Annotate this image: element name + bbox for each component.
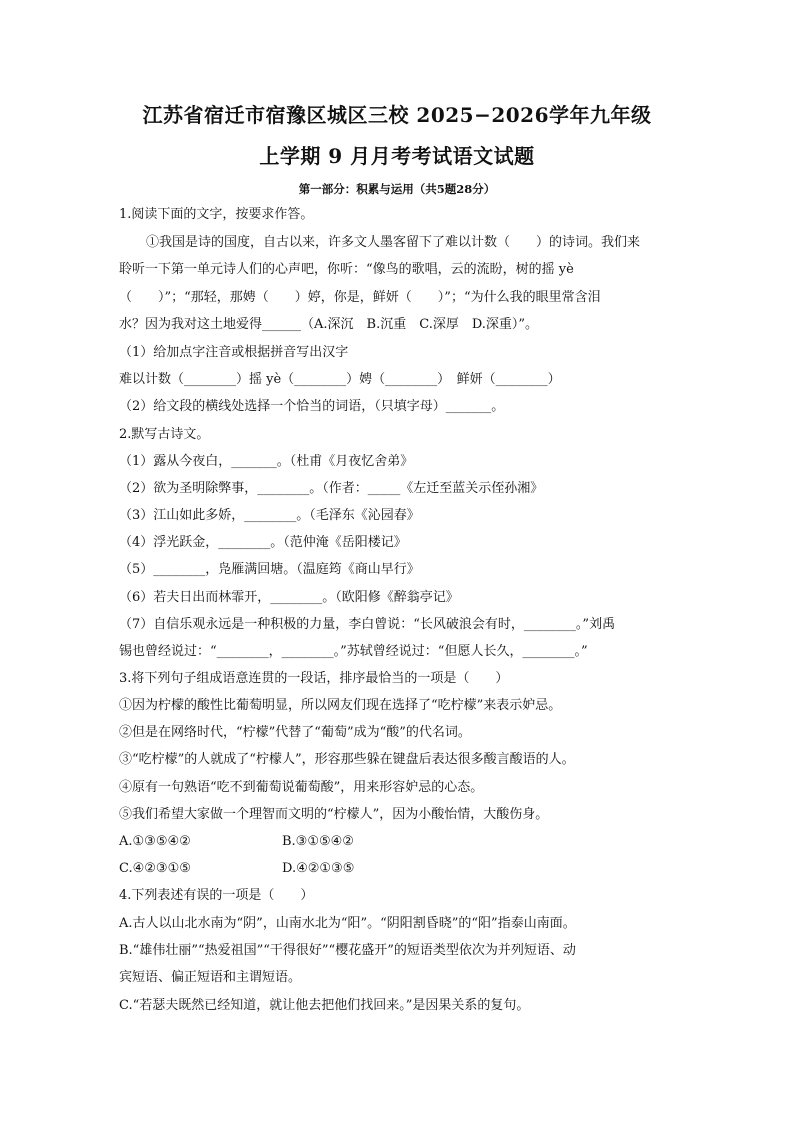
- section-heading: 第一部分：积累与运用（共5题28分）: [298, 182, 496, 196]
- question-4-stem: 4.下列表述有误的一项是（ ）: [119, 888, 314, 903]
- poetry-item: （5）________，凫雁满回塘。（温庭筠《商山早行》: [119, 562, 420, 577]
- sentence-item: ⑤我们希望大家做一个理智而文明的“柠檬人”，因为小酸怡情，大酸伤身。: [119, 807, 549, 822]
- sub-question-2: （2）给文段的横线处选择一个恰当的词语，（只填字母）_______。: [119, 399, 505, 414]
- poetry-item: （6）若夫日出而林霏开，________。（欧阳修《醉翁亭记》: [119, 590, 459, 605]
- poetry-item: （4）浮光跃金，________。（范仲淹《岳阳楼记》: [119, 535, 407, 550]
- sentence-item: ②但是在网络时代，“柠檬”代替了“葡萄”成为“酸”的代名词。: [119, 725, 471, 740]
- option-a: A.①③⑤④②: [119, 834, 191, 849]
- poetry-item: （2）欲为圣明除弊事，________。（作者：_____《左迁至蓝关示侄孙湘》: [119, 481, 544, 496]
- question-3-stem: 3.将下列句子组成语意连贯的一段话，排序最恰当的一项是（ ）: [119, 671, 509, 686]
- question-4-option-a: A.古人以山北水南为“阴”，山南水北为“阳”。“阴阳割昏晓”的“阳”指泰山南面。: [119, 916, 576, 931]
- question-4-option-b: B.“雄伟壮丽”“热爱祖国”“干得很好”“樱花盛开”的短语类型依次为并列短语、动: [119, 943, 576, 958]
- option-d: D.④②①③⑤: [282, 861, 355, 876]
- option-b: B.③①⑤④②: [282, 834, 354, 849]
- passage-line: ①我国是诗的国度，自古以来，许多文人墨客留下了难以计数（ ）的诗词。我们来: [146, 235, 641, 250]
- sentence-item: ④原有一句熟语“吃不到葡萄说葡萄酸”，用来形容妒忌的心态。: [119, 780, 484, 795]
- poetry-item: （1）露从今夜白，_______。（杜甫《月夜忆舍弟》: [119, 454, 414, 469]
- question-4-option-b-continued: 宾短语、偏正短语和主谓短语。: [119, 970, 302, 985]
- passage-line: （ ）”；“那轻，那娉（ ）婷，你是，鲜妍（ ）”；“为什么我的眼里常含泪: [119, 290, 601, 305]
- question-4-option-c: C.“若瑟夫既然已经知道，就让他去把他们找回来。”是因果关系的复句。: [119, 998, 530, 1013]
- pinyin-answer-line: 难以计数（________）摇 yè（________）娉（________） 鲜妍（________）: [119, 372, 561, 387]
- exam-title-line-2: 上学期 9 月月考考试语文试题: [259, 144, 535, 168]
- sub-question-1: （1）给加点字注音或根据拼音写出汉字: [119, 345, 349, 360]
- question-1-stem: 1.阅读下面的文字，按要求作答。: [119, 207, 314, 222]
- poetry-item: （7）自信乐观永远是一种积极的力量，李白曾说：“长风破浪会有时，________。”刘禹: [119, 617, 616, 632]
- poetry-item: （3）江山如此多娇，________。（毛泽东《沁园春》: [119, 508, 420, 523]
- passage-line: 水？因为我对这土地爱得______（A.深沉 B.沉重 C.深厚 D.深重）”。: [119, 317, 539, 332]
- poetry-item-continued: 锡也曾经说过：“________，________。”苏轼曾经说过：“但愿人长久，________。”: [119, 644, 588, 659]
- passage-line: 聆听一下第一单元诗人们的心声吧，你听：“像鸟的歌唱，云的流盼，树的摇 yè: [119, 262, 574, 277]
- sentence-item: ③“吃柠檬”的人就成了“柠檬人”，形容那些躲在键盘后表达很多酸言酸语的人。: [119, 752, 575, 767]
- option-c: C.④②③①⑤: [119, 861, 191, 876]
- question-2-stem: 2.默写古诗文。: [119, 427, 210, 442]
- exam-title-line-1: 江苏省宿迁市宿豫区城区三校 2025−2026学年九年级: [142, 103, 652, 127]
- sentence-item: ①因为柠檬的酸性比葡萄明显，所以网友们现在选择了“吃柠檬”来表示妒忌。: [119, 698, 562, 713]
